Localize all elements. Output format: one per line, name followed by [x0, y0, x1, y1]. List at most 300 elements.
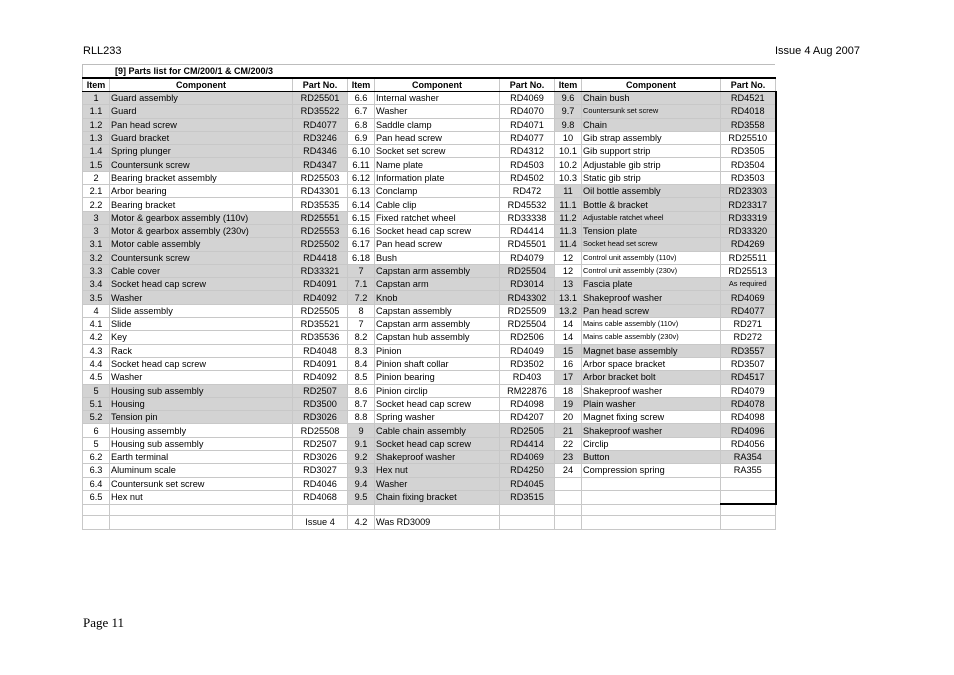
note-cell: Issue 4 [293, 516, 348, 529]
cell-item: 10.1 [555, 145, 582, 158]
cell-item: 12 [555, 264, 582, 277]
cell-component: Plain washer [582, 397, 721, 410]
cell-part: RD4250 [500, 464, 555, 477]
cell-item: 3.5 [83, 291, 110, 304]
cell-item: 1.2 [83, 118, 110, 131]
cell-component: Gib support strip [582, 145, 721, 158]
cell-component: Slide [110, 318, 293, 331]
cell-component: Spring plunger [110, 145, 293, 158]
cell-part: RD4502 [500, 171, 555, 184]
cell-part: RD4092 [293, 371, 348, 384]
table-row [83, 118, 776, 131]
cell-item: 23 [555, 451, 582, 464]
cell-empty [721, 516, 776, 529]
cell-item: 6.9 [348, 131, 375, 144]
table-row [83, 357, 776, 370]
cell-item: 8 [348, 304, 375, 317]
cell-component: Pan head screw [582, 304, 721, 317]
cell-component: Bearing bracket [110, 198, 293, 211]
cell-part: RD4346 [293, 145, 348, 158]
cell-item: 13 [555, 278, 582, 291]
cell-component: Information plate [375, 171, 500, 184]
cell-part: RD4521 [721, 92, 776, 105]
cell-item: 3 [83, 224, 110, 237]
table-header-row [83, 78, 776, 92]
cell-component: Chain fixing bracket [375, 490, 500, 504]
cell-item: 6.16 [348, 224, 375, 237]
cell-component: Earth terminal [110, 451, 293, 464]
cell-component: Tension pin [110, 411, 293, 424]
cell-item: 8.6 [348, 384, 375, 397]
table-row [83, 451, 776, 464]
table-row [83, 291, 776, 304]
cell-part: RD4207 [500, 411, 555, 424]
page-number: Page 11 [83, 615, 125, 630]
cell-component: Guard [110, 105, 293, 118]
cell-part: RD4071 [500, 118, 555, 131]
cell-item: 10.3 [555, 171, 582, 184]
cell-component: Magnet base assembly [582, 344, 721, 357]
table-row [83, 145, 776, 158]
cell-part: RD4056 [721, 437, 776, 450]
cell-item: 13.1 [555, 291, 582, 304]
cell-item: 7 [348, 264, 375, 277]
cell-part: RD3558 [721, 118, 776, 131]
cell-component: Cable cover [110, 264, 293, 277]
cell-item: 9.5 [348, 490, 375, 504]
cell-component: Socket head cap screw [110, 278, 293, 291]
cell-part: RD3507 [721, 357, 776, 370]
table-row [83, 384, 776, 397]
table-row [83, 437, 776, 450]
cell-part: RD272 [721, 331, 776, 344]
cell-component: Arbor bearing [110, 185, 293, 198]
cell-component: Control unit assembly (110v) [582, 251, 721, 264]
cell-item: 1 [83, 92, 110, 105]
cell-component: Washer [375, 105, 500, 118]
cell-item: 6.3 [83, 464, 110, 477]
cell-component [582, 490, 721, 504]
cell-item: 8.3 [348, 344, 375, 357]
cell-component: Motor & gearbox assembly (110v) [110, 211, 293, 224]
cell-item: 5 [83, 384, 110, 397]
cell-item: 4.4 [83, 357, 110, 370]
cell-empty [500, 504, 555, 516]
cell-part: RD4098 [721, 411, 776, 424]
cell-item: 2.1 [83, 185, 110, 198]
cell-item: 10.2 [555, 158, 582, 171]
cell-item [555, 477, 582, 490]
table-row [83, 318, 776, 331]
cell-item: 6.8 [348, 118, 375, 131]
cell-item: 6.18 [348, 251, 375, 264]
cell-item: 6.11 [348, 158, 375, 171]
parts-table [82, 77, 777, 530]
cell-component: Pan head screw [110, 118, 293, 131]
cell-component: Pinion bearing [375, 371, 500, 384]
cell-component: Capstan assembly [375, 304, 500, 317]
cell-item: 22 [555, 437, 582, 450]
cell-part: RD4347 [293, 158, 348, 171]
cell-component: Aluminum scale [110, 464, 293, 477]
cell-component: Washer [110, 291, 293, 304]
cell-component: Countersunk screw [110, 251, 293, 264]
cell-component: Pinion [375, 344, 500, 357]
cell-part: RD4091 [293, 278, 348, 291]
cell-part: RD4069 [721, 291, 776, 304]
cell-part: RD33321 [293, 264, 348, 277]
cell-part: RD4414 [500, 437, 555, 450]
table-row [83, 131, 776, 144]
cell-component: Capstan hub assembly [375, 331, 500, 344]
cell-component: Guard assembly [110, 92, 293, 105]
cell-part: RD3026 [293, 411, 348, 424]
cell-component: Housing sub assembly [110, 437, 293, 450]
column-header: Component [110, 78, 293, 92]
cell-component: Countersunk screw [110, 158, 293, 171]
cell-item: 9.2 [348, 451, 375, 464]
cell-empty [721, 504, 776, 516]
cell-part: RD4414 [500, 224, 555, 237]
table-row [83, 251, 776, 264]
cell-item: 8.7 [348, 397, 375, 410]
cell-item: 9.7 [555, 105, 582, 118]
cell-item: 5.2 [83, 411, 110, 424]
cell-part: RD4503 [500, 158, 555, 171]
cell-component: Countersunk set screw [582, 105, 721, 118]
cell-component: Hex nut [375, 464, 500, 477]
cell-component: Mains cable assembly (110v) [582, 318, 721, 331]
cell-component [582, 477, 721, 490]
cell-item: 7.1 [348, 278, 375, 291]
cell-item: 6.6 [348, 92, 375, 105]
cell-item: 1.4 [83, 145, 110, 158]
cell-item: 8.8 [348, 411, 375, 424]
column-header: Part No. [500, 78, 555, 92]
cell-part: RD4092 [293, 291, 348, 304]
cell-part: RD35522 [293, 105, 348, 118]
cell-part: RD4068 [293, 490, 348, 504]
cell-component: Mains cable assembly (230v) [582, 331, 721, 344]
cell-item: 24 [555, 464, 582, 477]
table-row [83, 411, 776, 424]
cell-item: 16 [555, 357, 582, 370]
cell-item: 6.2 [83, 451, 110, 464]
cell-part: RD3246 [293, 131, 348, 144]
table-row [83, 105, 776, 118]
cell-component: Pan head screw [375, 131, 500, 144]
cell-item: 7 [348, 318, 375, 331]
cell-item: 10 [555, 131, 582, 144]
cell-part: RD43301 [293, 185, 348, 198]
cell-component: Capstan arm [375, 278, 500, 291]
column-header: Part No. [721, 78, 776, 92]
cell-component: Cable chain assembly [375, 424, 500, 437]
table-row [83, 344, 776, 357]
note-cell: 4.2 [348, 516, 375, 529]
cell-item: 7.2 [348, 291, 375, 304]
table-row [83, 198, 776, 211]
cell-item: 4.1 [83, 318, 110, 331]
cell-part: RD25508 [293, 424, 348, 437]
cell-part: RD25501 [293, 92, 348, 105]
cell-part: As required [721, 278, 776, 291]
cell-part: RD2507 [293, 437, 348, 450]
cell-item: 5 [83, 437, 110, 450]
cell-part: RD33338 [500, 211, 555, 224]
cell-component: Bush [375, 251, 500, 264]
cell-part: RD4079 [721, 384, 776, 397]
cell-item: 3 [83, 211, 110, 224]
cell-part: RD4046 [293, 477, 348, 490]
cell-part: RD4078 [721, 397, 776, 410]
cell-part: RD4049 [500, 344, 555, 357]
cell-part: RD4079 [500, 251, 555, 264]
cell-part: RD2506 [500, 331, 555, 344]
cell-part: RD3515 [500, 490, 555, 504]
cell-part: RD4077 [293, 118, 348, 131]
cell-item: 3.3 [83, 264, 110, 277]
cell-item: 6.7 [348, 105, 375, 118]
cell-part: RA354 [721, 451, 776, 464]
cell-component: Button [582, 451, 721, 464]
table-row [83, 371, 776, 384]
cell-part: RD4096 [721, 424, 776, 437]
cell-part: RD23317 [721, 198, 776, 211]
cell-component: Shakeproof washer [582, 384, 721, 397]
cell-part: RD25513 [721, 264, 776, 277]
cell-part: RD4312 [500, 145, 555, 158]
cell-component: Oil bottle assembly [582, 185, 721, 198]
table-row [83, 264, 776, 277]
table-row [83, 504, 776, 516]
column-header: Item [83, 78, 110, 92]
cell-component: Compression spring [582, 464, 721, 477]
cell-empty [110, 516, 293, 529]
cell-empty [83, 516, 110, 529]
cell-part: RD403 [500, 371, 555, 384]
cell-part: RD4045 [500, 477, 555, 490]
cell-part: RD3500 [293, 397, 348, 410]
table-row [83, 92, 776, 105]
cell-item: 6.12 [348, 171, 375, 184]
cell-item: 9.6 [555, 92, 582, 105]
cell-empty [348, 504, 375, 516]
cell-component: Slide assembly [110, 304, 293, 317]
cell-component: Housing [110, 397, 293, 410]
cell-component: Socket head set screw [582, 238, 721, 251]
cell-component: Control unit assembly (230v) [582, 264, 721, 277]
cell-item: 11.1 [555, 198, 582, 211]
cell-item: 8.4 [348, 357, 375, 370]
cell-component: Pinion shaft collar [375, 357, 500, 370]
cell-part: RD4269 [721, 238, 776, 251]
document-id: RLL233 [83, 45, 122, 57]
cell-component: Gib strap assembly [582, 131, 721, 144]
cell-item: 11.2 [555, 211, 582, 224]
cell-part: RD4517 [721, 371, 776, 384]
cell-part: RD3557 [721, 344, 776, 357]
cell-item: 8.2 [348, 331, 375, 344]
cell-component: Washer [110, 371, 293, 384]
parts-list-sheet [82, 64, 775, 530]
cell-item: 15 [555, 344, 582, 357]
cell-part: RD45501 [500, 238, 555, 251]
cell-component: Magnet fixing screw [582, 411, 721, 424]
cell-part: RD4418 [293, 251, 348, 264]
cell-part: RD3503 [721, 171, 776, 184]
cell-part: RA355 [721, 464, 776, 477]
cell-item: 4.2 [83, 331, 110, 344]
note-cell: Was RD3009 [375, 516, 500, 529]
cell-component: Adjustable gib strip [582, 158, 721, 171]
cell-part: RD45532 [500, 198, 555, 211]
table-row [83, 185, 776, 198]
cell-part: RD3026 [293, 451, 348, 464]
cell-component: Bearing bracket assembly [110, 171, 293, 184]
cell-part: RD4077 [721, 304, 776, 317]
cell-item: 11.3 [555, 224, 582, 237]
table-row [83, 490, 776, 504]
cell-component: Chain [582, 118, 721, 131]
cell-item: 6.10 [348, 145, 375, 158]
cell-item: 21 [555, 424, 582, 437]
cell-component: Socket set screw [375, 145, 500, 158]
cell-item: 13.2 [555, 304, 582, 317]
cell-component: Socket head cap screw [375, 437, 500, 450]
cell-item: 3.2 [83, 251, 110, 264]
cell-empty [500, 516, 555, 529]
cell-part: RD25502 [293, 238, 348, 251]
issue-date: Issue 4 Aug 2007 [775, 45, 861, 57]
cell-part: RD3027 [293, 464, 348, 477]
cell-item: 6.5 [83, 490, 110, 504]
cell-item: 9.4 [348, 477, 375, 490]
cell-empty [375, 504, 500, 516]
cell-item: 6.17 [348, 238, 375, 251]
column-header: Item [555, 78, 582, 92]
cell-component: Shakeproof washer [582, 291, 721, 304]
cell-component: Key [110, 331, 293, 344]
cell-component: Spring washer [375, 411, 500, 424]
cell-component: Cable clip [375, 198, 500, 211]
cell-part: RM22876 [500, 384, 555, 397]
table-row [83, 331, 776, 344]
cell-part: RD3014 [500, 278, 555, 291]
cell-part: RD4077 [500, 131, 555, 144]
cell-component: Fixed ratchet wheel [375, 211, 500, 224]
cell-component: Shakeproof washer [375, 451, 500, 464]
cell-part: RD25551 [293, 211, 348, 224]
cell-item: 6.13 [348, 185, 375, 198]
cell-item: 11 [555, 185, 582, 198]
cell-part: RD271 [721, 318, 776, 331]
cell-item: 14 [555, 318, 582, 331]
table-row [83, 238, 776, 251]
cell-part: RD25505 [293, 304, 348, 317]
cell-part: RD3504 [721, 158, 776, 171]
cell-component: Adjustable ratchet wheel [582, 211, 721, 224]
table-row [83, 304, 776, 317]
cell-part: RD4070 [500, 105, 555, 118]
cell-item: 9.1 [348, 437, 375, 450]
cell-component: Capstan arm assembly [375, 264, 500, 277]
table-row [83, 211, 776, 224]
column-header: Item [348, 78, 375, 92]
cell-part [721, 477, 776, 490]
column-header: Component [375, 78, 500, 92]
cell-component: Fascia plate [582, 278, 721, 291]
cell-part [721, 490, 776, 504]
cell-part: RD25553 [293, 224, 348, 237]
cell-part: RD25509 [500, 304, 555, 317]
cell-item: 4.5 [83, 371, 110, 384]
cell-part: RD25503 [293, 171, 348, 184]
cell-item: 5.1 [83, 397, 110, 410]
cell-component: Guard bracket [110, 131, 293, 144]
cell-component: Pinion circlip [375, 384, 500, 397]
table-row [83, 278, 776, 291]
cell-component: Countersunk set screw [110, 477, 293, 490]
cell-part: RD4018 [721, 105, 776, 118]
cell-item: 1.1 [83, 105, 110, 118]
cell-component: Name plate [375, 158, 500, 171]
cell-empty [293, 504, 348, 516]
cell-part: RD25504 [500, 264, 555, 277]
cell-item: 6 [83, 424, 110, 437]
cell-item: 12 [555, 251, 582, 264]
cell-component: Washer [375, 477, 500, 490]
cell-part: RD33320 [721, 224, 776, 237]
cell-empty [582, 516, 721, 529]
cell-item: 18 [555, 384, 582, 397]
table-row [83, 464, 776, 477]
cell-item: 19 [555, 397, 582, 410]
cell-part: RD35521 [293, 318, 348, 331]
cell-component: Bottle & bracket [582, 198, 721, 211]
cell-item: 3.4 [83, 278, 110, 291]
table-row [83, 397, 776, 410]
parts-list-title: [9] Parts list for CM/200/1 & CM/200/3 [82, 64, 775, 77]
cell-item: 6.15 [348, 211, 375, 224]
cell-component: Hex nut [110, 490, 293, 504]
cell-item: 3.1 [83, 238, 110, 251]
cell-part: RD25504 [500, 318, 555, 331]
table-row [83, 477, 776, 490]
cell-item: 11.4 [555, 238, 582, 251]
cell-empty [110, 504, 293, 516]
cell-part: RD35536 [293, 331, 348, 344]
cell-part: RD2505 [500, 424, 555, 437]
cell-component: Arbor bracket bolt [582, 371, 721, 384]
cell-part: RD4069 [500, 451, 555, 464]
cell-item: 9 [348, 424, 375, 437]
cell-item: 2 [83, 171, 110, 184]
cell-component: Capstan arm assembly [375, 318, 500, 331]
cell-component: Motor cable assembly [110, 238, 293, 251]
table-row [83, 171, 776, 184]
cell-component: Rack [110, 344, 293, 357]
cell-part: RD2507 [293, 384, 348, 397]
note-row [83, 516, 776, 529]
cell-part: RD472 [500, 185, 555, 198]
cell-component: Tension plate [582, 224, 721, 237]
cell-part: RD35535 [293, 198, 348, 211]
cell-item: 1.3 [83, 131, 110, 144]
cell-part: RD4091 [293, 357, 348, 370]
cell-component: Arbor space bracket [582, 357, 721, 370]
cell-item: 17 [555, 371, 582, 384]
